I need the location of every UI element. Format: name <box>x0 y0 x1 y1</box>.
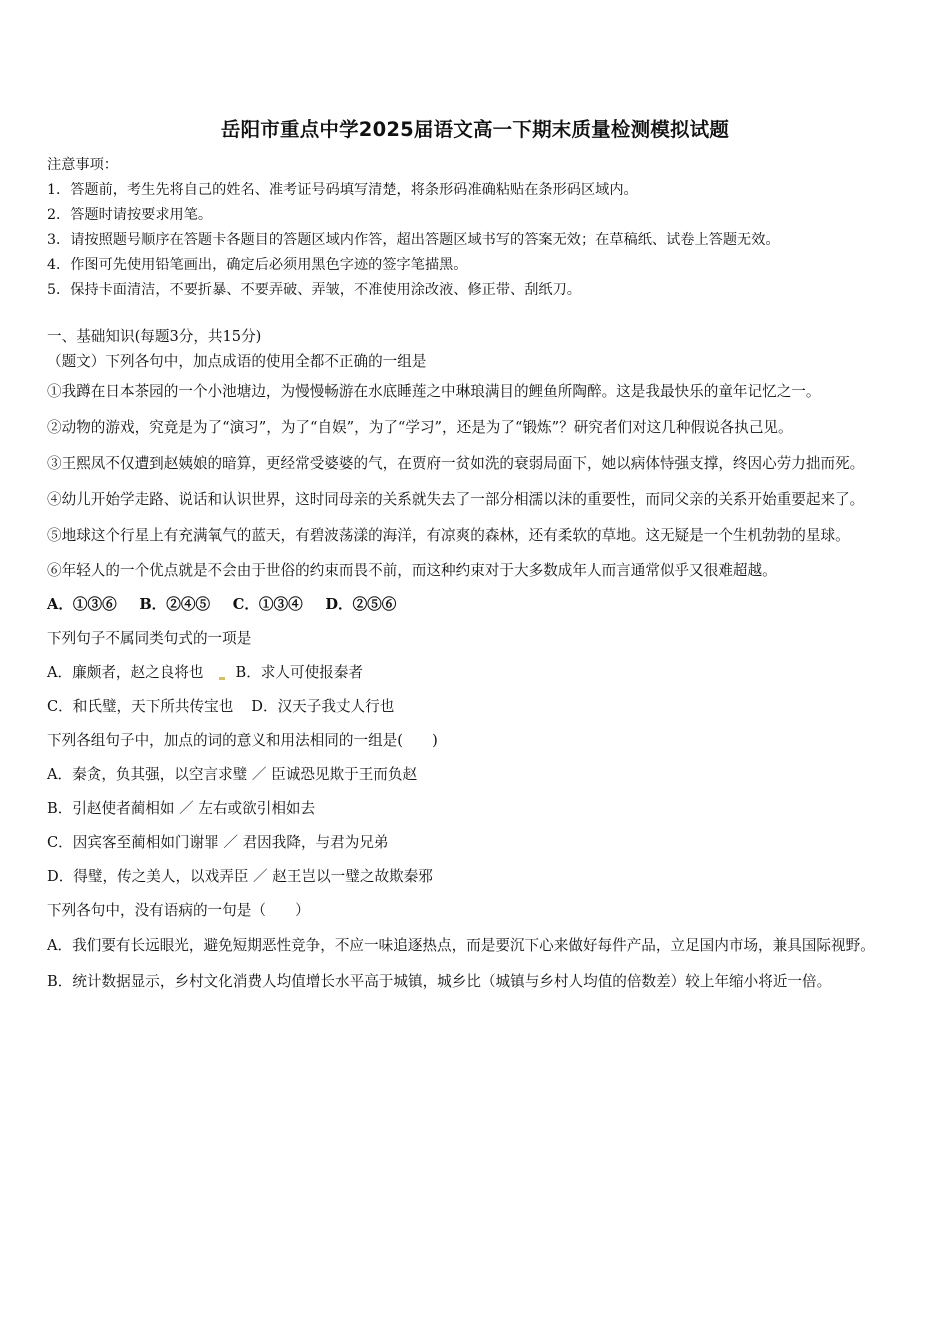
answer-options <box>47 656 909 690</box>
answer-option: B．求人可使报秦者 <box>235 664 363 681</box>
question-section <box>47 324 909 1000</box>
sentence-item: ②动物的游戏，究竟是为了“演习”，为了“自娱”，为了“学习”，还是为了“锻炼”？研究者们对这几种假说各执己见。 <box>47 419 793 436</box>
notice-block <box>47 153 917 303</box>
notice-item: 2．答题时请按要求用笔。 <box>47 207 213 223</box>
yellow-mark <box>219 677 225 680</box>
notice-heading: 注意事项： <box>47 157 118 173</box>
sentence-item: ⑤地球这个行星上有充满氧气的蓝天，有碧波荡漾的海洋，有凉爽的森林，还有柔软的草地。这无疑是一个生机勃勃的星球。 <box>47 527 850 544</box>
answer-option: B．②④⑤ <box>139 596 211 613</box>
answer-option: C．①③④ <box>232 596 303 613</box>
sentence-item: ⑥年轻人的一个优点就是不会由于世俗的约束而畏不前，而这种约束对于大多数成年人而言通常似乎又很难超越。 <box>47 562 777 579</box>
notice-item: 5．保持卡面清洁，不要折暴、不要弄破、弄皱，不准使用涂改液、修正带、刮纸刀。 <box>47 282 581 298</box>
sentence-item: ④幼儿开始学走路、说话和认识世界，这时同母亲的关系就失去了一部分相濡以沫的重要性，而同父亲的关系开始重要起来了。 <box>47 491 865 508</box>
answer-option: B．统计数据显示，乡村文化消费人均值增长水平高于城镇，城乡比（城镇与乡村人均值的倍数差）较上年缩小将近一倍。 <box>47 973 832 990</box>
answer-option: A．①③⑥ <box>47 596 117 613</box>
answer-option: D．得璧，传之美人，以戏弄臣 ／ 赵王岂以一璧之故欺秦邪 <box>47 868 433 885</box>
answer-option: B．引赵使者蔺相如 ／ 左右或欲引相如去 <box>47 800 316 817</box>
answer-options <box>47 588 909 622</box>
section-heading: 一、基础知识(每题3分，共15分) <box>47 328 262 345</box>
answer-options <box>47 690 909 724</box>
question-stem: 下列各组句子中，加点的词的意义和用法相同的一组是( ) <box>47 732 438 749</box>
answer-option: D．汉天子我丈人行也 <box>251 698 395 715</box>
sentence-item: ③王熙凤不仅遭到赵姨娘的暗算，更经常受婆婆的气，在贾府一贫如洗的衰弱局面下，她以病体恃强支撑，终因心劳力拙而死。 <box>47 455 865 472</box>
question-stem: 下列各句中，没有语病的一句是（ ） <box>47 902 310 919</box>
page-title: 岳阳市重点中学2025届语文高一下期末质量检测模拟试题 <box>220 118 730 141</box>
answer-option: D．②⑤⑥ <box>325 596 397 613</box>
answer-option: A．廉颇者，赵之良将也 <box>47 664 204 681</box>
sentence-item: ①我蹲在日本茶园的一个小池塘边，为慢慢畅游在水底睡莲之中琳琅满目的鲤鱼所陶醉。这是我最快乐的童年记忆之一。 <box>47 383 821 400</box>
notice-item: 4．作图可先使用铅笔画出，确定后必须用黑色字迹的签字笔描黑。 <box>47 257 468 273</box>
answer-option: C．和氏璧，天下所共传宝也 <box>47 698 234 715</box>
notice-item: 3．请按照题号顺序在答题卡各题目的答题区域内作答，超出答题区域书写的答案无效；在草稿纸、试卷上答题无效。 <box>47 232 780 248</box>
answer-option: A．秦贪，负其强，以空言求璧 ／ 臣诚恐见欺于王而负赵 <box>47 766 418 783</box>
answer-option: A．我们要有长远眼光，避免短期恶性竞争，不应一味追逐热点，而是要沉下心来做好每件产品，立足国内市场，兼具国际视野。 <box>47 937 875 954</box>
notice-item: 1．答题前，考生先将自己的姓名、准考证号码填写清楚，将条形码准确粘贴在条形码区域内。 <box>47 182 638 198</box>
question-stem: 下列句子不属同类句式的一项是 <box>47 630 252 647</box>
answer-option: C．因宾客至蔺相如门谢罪 ／ 君因我降，与君为兄弟 <box>47 834 389 851</box>
question-stem: （题文）下列各句中，加点成语的使用全都不正确的一组是 <box>47 353 427 370</box>
